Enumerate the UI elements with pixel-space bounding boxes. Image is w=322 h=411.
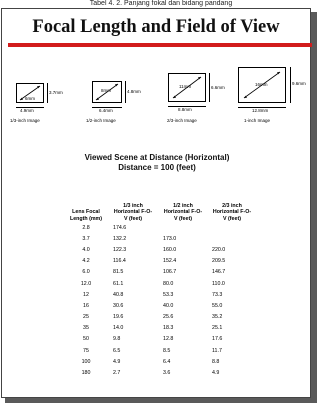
fov-1-2-inch-cell: 160.0 [163, 246, 177, 253]
fov-1-2-inch-cell: 106.7 [163, 269, 177, 276]
table-row [68, 356, 252, 367]
lens-focal-length-cell: 4.0 [82, 246, 90, 253]
fov-2-3-inch-cell: 25.1 [212, 325, 223, 332]
fov-1-3-inch-cell: 6.5 [113, 347, 121, 354]
sensor-diagonal-label: 6mm [25, 96, 35, 101]
table-row [68, 233, 252, 244]
fov-2-3-inch-cell: 146.7 [212, 269, 226, 276]
fov-1-3-inch-cell: 19.6 [113, 314, 124, 321]
lens-focal-length-cell: 3.7 [82, 235, 90, 242]
height-dimension-line [290, 67, 291, 103]
sensor-height-label: 6.6mm [211, 85, 225, 90]
fov-2-3-inch-cell [203, 222, 252, 233]
sensor-width-label: 8.8mm [178, 107, 192, 112]
lens-focal-length-cell: 100 [81, 358, 91, 365]
table-row [68, 367, 252, 378]
height-dimension-line [125, 81, 126, 103]
table-body [68, 222, 252, 379]
table-row [68, 256, 252, 267]
fov-1-2-inch-cell: 25.6 [163, 314, 174, 321]
table-row [68, 278, 252, 289]
fov-table [68, 189, 252, 379]
fov-2-3-inch-cell: 4.9 [212, 370, 220, 377]
header-lens-focal-length: Lens Focal Length (mm) [69, 209, 103, 222]
sensor-height-label: 4.8mm [127, 89, 141, 94]
table-row [68, 323, 252, 334]
fov-1-2-inch-cell: 6.4 [163, 358, 171, 365]
fov-2-3-inch-cell: 8.8 [212, 358, 220, 365]
lens-focal-length-cell: 35 [83, 325, 89, 332]
fov-2-3-inch-cell: 110.0 [212, 280, 225, 287]
height-dimension-line [47, 83, 48, 103]
table-row [68, 345, 252, 356]
fov-2-3-inch-cell: 220.0 [212, 246, 226, 253]
table-row [68, 222, 252, 233]
sensor-diagram-2-3-inch [162, 65, 226, 127]
fov-1-2-inch-cell: 80.0 [163, 280, 174, 287]
lens-focal-length-cell: 50 [83, 336, 89, 343]
fov-1-3-inch-cell: 81.5 [113, 269, 124, 276]
table-header-row [68, 189, 252, 222]
fov-1-2-inch-cell: 8.5 [163, 347, 171, 354]
lens-focal-length-cell: 25 [83, 314, 89, 321]
fov-1-2-inch-cell: 152.4 [163, 258, 177, 265]
sensor-caption: 1/3-inch Image [10, 118, 40, 123]
figure-caption: Tabel 4. 2. Panjang fokal dan bidang pandang [89, 0, 233, 7]
sensor-caption: 1/2-inch Image [86, 118, 116, 123]
fov-1-2-inch-cell: 173.0 [163, 235, 177, 242]
fov-2-3-inch-cell: 17.6 [212, 336, 223, 343]
fov-1-3-inch-cell: 2.7 [113, 370, 121, 377]
fov-1-2-inch-cell: 3.6 [163, 370, 171, 377]
sensor-width-label: 6.4mm [99, 108, 113, 113]
table-row [68, 300, 252, 311]
sensor-diagonal-label: 8mm [101, 88, 111, 93]
sensor-diagonal-label: 16mm [255, 82, 268, 87]
fov-1-2-inch-cell: 18.3 [163, 325, 174, 332]
fov-1-3-inch-cell: 30.6 [113, 302, 124, 309]
fov-1-2-inch-cell: 12.8 [163, 336, 174, 343]
fov-2-3-inch-cell: 11.7 [212, 347, 222, 354]
table-row [68, 312, 252, 323]
fov-1-2-inch-cell: 40.0 [163, 302, 174, 309]
table-row [68, 289, 252, 300]
document-card [1, 8, 311, 398]
title-underline-bar [8, 43, 312, 47]
lens-focal-length-cell: 180 [81, 370, 91, 377]
lens-focal-length-cell: 2.8 [82, 224, 90, 231]
table-row [68, 267, 252, 278]
fov-2-3-inch-cell: 209.5 [212, 258, 226, 265]
lens-focal-length-cell: 16 [83, 302, 89, 309]
sensor-width-label: 12.8mm [252, 108, 269, 113]
fov-1-2-inch-cell [153, 222, 203, 233]
table-row [68, 334, 252, 345]
fov-1-2-inch-cell: 53.3 [163, 291, 174, 298]
fov-1-3-inch-cell: 14.0 [113, 325, 124, 332]
height-dimension-line [209, 73, 210, 102]
fov-1-3-inch-cell: 132.2 [113, 235, 127, 242]
fov-2-3-inch-cell: 55.0 [212, 302, 223, 309]
fov-2-3-inch-cell: 73.3 [212, 291, 223, 298]
scene-heading-line-1: Viewed Scene at Distance (Horizontal) [84, 153, 230, 162]
scene-heading [2, 153, 312, 172]
sensor-diagram-1-2-inch [86, 71, 142, 127]
lens-focal-length-cell: 4.2 [82, 258, 90, 265]
lens-focal-length-cell: 75 [83, 347, 89, 354]
sensor-height-label: 3.7mm [49, 90, 63, 95]
header-1-3-inch-fov: 1/3 inch Horizontal F-O-V (feet) [113, 202, 153, 222]
sensor-diagram-1-inch [234, 61, 310, 127]
fov-2-3-inch-cell [203, 233, 252, 244]
sensor-caption: 1-inch Image [244, 118, 271, 123]
sensor-diagonal-label: 11mm [179, 84, 192, 89]
table-row [68, 244, 252, 255]
fov-1-3-inch-cell: 174.6 [113, 224, 127, 231]
page-title: Focal Length and Field of View [32, 17, 280, 37]
header-2-3-inch-fov: 2/3 inch Horizontal F-O-V (feet) [212, 202, 252, 222]
sensor-diagram-1-3-inch [10, 73, 63, 127]
sensor-width-label: 4.9mm [20, 108, 34, 113]
header-1-2-inch-fov: 1/2 inch Horizontal F-O-V (feet) [163, 202, 203, 222]
lens-focal-length-cell: 6.0 [82, 269, 90, 276]
fov-2-3-inch-cell: 35.2 [212, 314, 223, 321]
lens-focal-length-cell: 12.0 [80, 280, 92, 287]
fov-1-3-inch-cell: 122.3 [113, 246, 127, 253]
fov-1-3-inch-cell: 4.9 [113, 358, 121, 365]
sensor-caption: 2/3-inch Image [167, 118, 197, 123]
scene-heading-line-2: Distance = 100 (feet) [118, 162, 196, 172]
sensor-height-label: 9.6mm [292, 81, 306, 86]
fov-1-3-inch-cell: 61.1 [113, 280, 124, 287]
fov-1-3-inch-cell: 40.8 [113, 291, 124, 298]
fov-1-3-inch-cell: 9.8 [113, 336, 121, 343]
fov-1-3-inch-cell: 116.4 [113, 258, 126, 265]
lens-focal-length-cell: 12 [83, 291, 89, 298]
